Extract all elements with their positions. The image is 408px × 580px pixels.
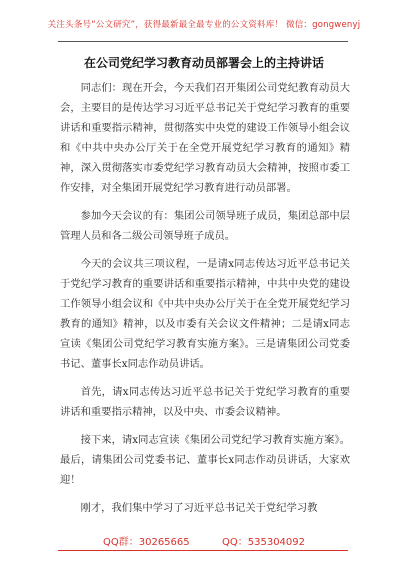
document-body (60, 78, 350, 526)
paragraph: 刚才，我们集中学习了习近平总书记关于党纪学习教 (80, 502, 318, 514)
paragraph: 参加今天会议的有：集团公司领导班子成员，集团总部中层管理人员和各二级公司领导班子成员。 (60, 210, 350, 242)
qq-group-number: QQ群：30265665 (102, 537, 190, 548)
footer-contact (0, 533, 408, 548)
document-title: 在公司党纪学习教育动员部署会上的主持讲话 (83, 56, 324, 70)
paragraph: 同志们：现在开会，今天我们召开集团公司党纪教育动员大会，主要目的是传达学习习近平总书记关于党纪学习教育的重要讲话和重要指示精神，贯彻落实中央党的建设工作领导小组会议和《中共中央办公厅关于在全党开展党纪学习教育的通知》精神，深入贯彻落实市委党纪学习教育动员大会精神，按照市委工作安排，对全集团开展党纪学习教育进行动员部署。 (60, 82, 350, 194)
paragraph: 今天的会议共三项议程，一是请x同志传达习近平总书记关于党纪学习教育的重要讲话和重要指示精神，中共中央党的建设工作领导小组会议和《中共中央办公厅关于在全党开展党纪学习教育的通知》精神，以及市委有关会议文件精神；二是请x同志宣读《集团公司党纪学习教育实施方案》。三是请集团公司党委书记、董事长x同志作动员讲话。 (60, 258, 350, 370)
top-banner: 关注头条号“公文研究”，获得最新最全最专业的公文资料库！ 微信：gongwenyj (47, 20, 361, 30)
paragraph: 接下来，请x同志宣读《集团公司党纪学习教育实施方案》。最后，请集团公司党委书记、董事长x同志作动员讲话，大家欢迎！ (60, 434, 350, 486)
paragraph: 首先，请x同志传达习近平总书记关于党纪学习教育的重要讲话和重要指示精神，以及中央、市委会议精神。 (60, 386, 350, 418)
footer-divider (58, 550, 348, 551)
header-divider (58, 41, 348, 42)
qq-number: QQ：535304092 (222, 537, 306, 548)
